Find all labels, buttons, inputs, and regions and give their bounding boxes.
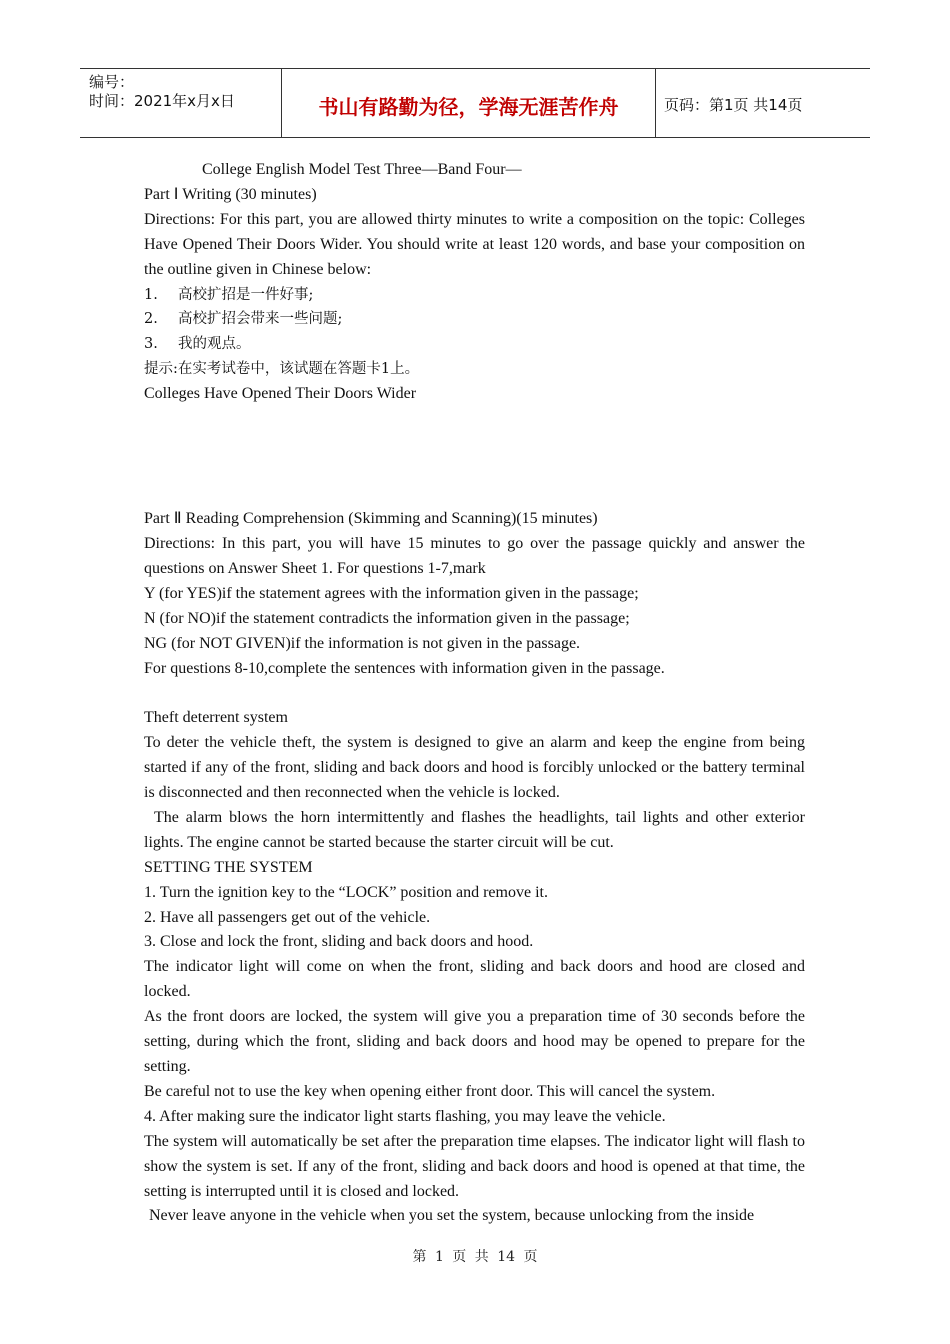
mark-instruction: Y (for YES)if the statement agrees with the information given in the passage; bbox=[144, 584, 639, 602]
passage-paragraph: The indicator light will come on when the front, sliding and back doors and hood are closed and locked. bbox=[144, 958, 805, 1001]
mark-instruction: NG (for NOT GIVEN)if the information is not given in the passage. bbox=[144, 634, 581, 652]
section-heading: SETTING THE SYSTEM bbox=[144, 858, 313, 876]
setting-step: 3. Close and lock the front, sliding and back doors and hood. bbox=[144, 933, 534, 951]
exam-hint: 提示:在实考试卷中，该试题在答题卡1上。 bbox=[144, 361, 420, 378]
passage-paragraph: The system will automatically be set after the preparation time elapses. The indicator light will flash to show the system is set. If any of the front, sliding and back doors and hood is opened at that time, the setting is interrupted until it is closed and locked. bbox=[144, 1132, 805, 1200]
outline-text: 高校扩招会带来一些问题; bbox=[178, 311, 343, 328]
setting-step: 1. Turn the ignition key to the “LOCK” position and remove it. bbox=[144, 883, 548, 901]
outline-number: 2. bbox=[144, 311, 158, 328]
blank-line bbox=[144, 681, 805, 706]
outline-item bbox=[144, 307, 805, 332]
header-motto-cell bbox=[281, 69, 656, 137]
part1-directions: Directions: For this part, you are allowed thirty minutes to write a composition on the topic: Colleges Have Opened Their Doors Wider. You should write at least 120 words, and base your composition on the outline given in Chinese below: bbox=[144, 210, 805, 278]
header-page-cell bbox=[655, 69, 870, 137]
passage-title: Theft deterrent system bbox=[144, 709, 288, 727]
outline-text: 高校扩招是一件好事; bbox=[178, 286, 314, 303]
passage-paragraph: The alarm blows the horn intermittently and flashes the headlights, tail lights and other exterior lights. The engine cannot be started because the starter circuit will be cut. bbox=[144, 808, 805, 851]
document-time-label: 时间：2021年x月x日 bbox=[89, 92, 235, 110]
document-body bbox=[144, 158, 805, 1229]
passage-paragraph: Be careful not to use the key when opening either front door. This will cancel the system. bbox=[144, 1082, 716, 1100]
page-header bbox=[80, 68, 870, 138]
part1-heading: Part Ⅰ Writing (30 minutes) bbox=[144, 185, 317, 203]
setting-step: 4. After making sure the indicator light starts flashing, you may leave the vehicle. bbox=[144, 1107, 666, 1125]
outline-text: 我的观点。 bbox=[178, 336, 251, 353]
passage-paragraph: As the front doors are locked, the system will give you a preparation time of 30 seconds before the setting, during which the front, sliding and back doors and hood may be opened to prepare for the setting. bbox=[144, 1008, 805, 1075]
outline-item bbox=[144, 283, 805, 308]
outline-number: 1. bbox=[144, 286, 158, 303]
header-page-info: 页码：第1页 共14页 bbox=[664, 96, 803, 114]
test-title: College English Model Test Three—Band Four— bbox=[202, 161, 522, 178]
header-meta-cell bbox=[80, 69, 280, 137]
blank-space bbox=[144, 407, 805, 507]
mark-instruction: N (for NO)if the statement contradicts the information given in the passage; bbox=[144, 609, 630, 627]
part2-heading: Part Ⅱ Reading Comprehension (Skimming and Scanning)(15 minutes) bbox=[144, 510, 598, 528]
setting-step: 2. Have all passengers get out of the vehicle. bbox=[144, 908, 431, 926]
questions-8-10-instruction: For questions 8-10,complete the sentences with information given in the passage. bbox=[144, 659, 665, 677]
passage-paragraph: Never leave anyone in the vehicle when you set the system, because unlocking from the inside bbox=[149, 1207, 755, 1225]
outline-number: 3. bbox=[144, 336, 158, 353]
essay-title: Colleges Have Opened Their Doors Wider bbox=[144, 385, 417, 403]
part2-directions: Directions: In this part, you will have 15 minutes to go over the passage quickly and answer the questions on Answer Sheet 1. For questions 1-7,mark bbox=[144, 534, 805, 577]
header-motto: 书山有路勤为径，学海无涯苦作舟 bbox=[318, 95, 619, 119]
page-footer: 第 1 页 共 14 页 bbox=[412, 1249, 538, 1265]
outline-item bbox=[144, 332, 805, 357]
passage-paragraph: To deter the vehicle theft, the system is designed to give an alarm and keep the engine from being started if any of the front, sliding and back doors and hood is forcibly unlocked or the battery terminal is disconnected and then reconnected when the vehicle is locked. bbox=[144, 734, 805, 802]
document-number-label: 编号： bbox=[89, 73, 135, 91]
